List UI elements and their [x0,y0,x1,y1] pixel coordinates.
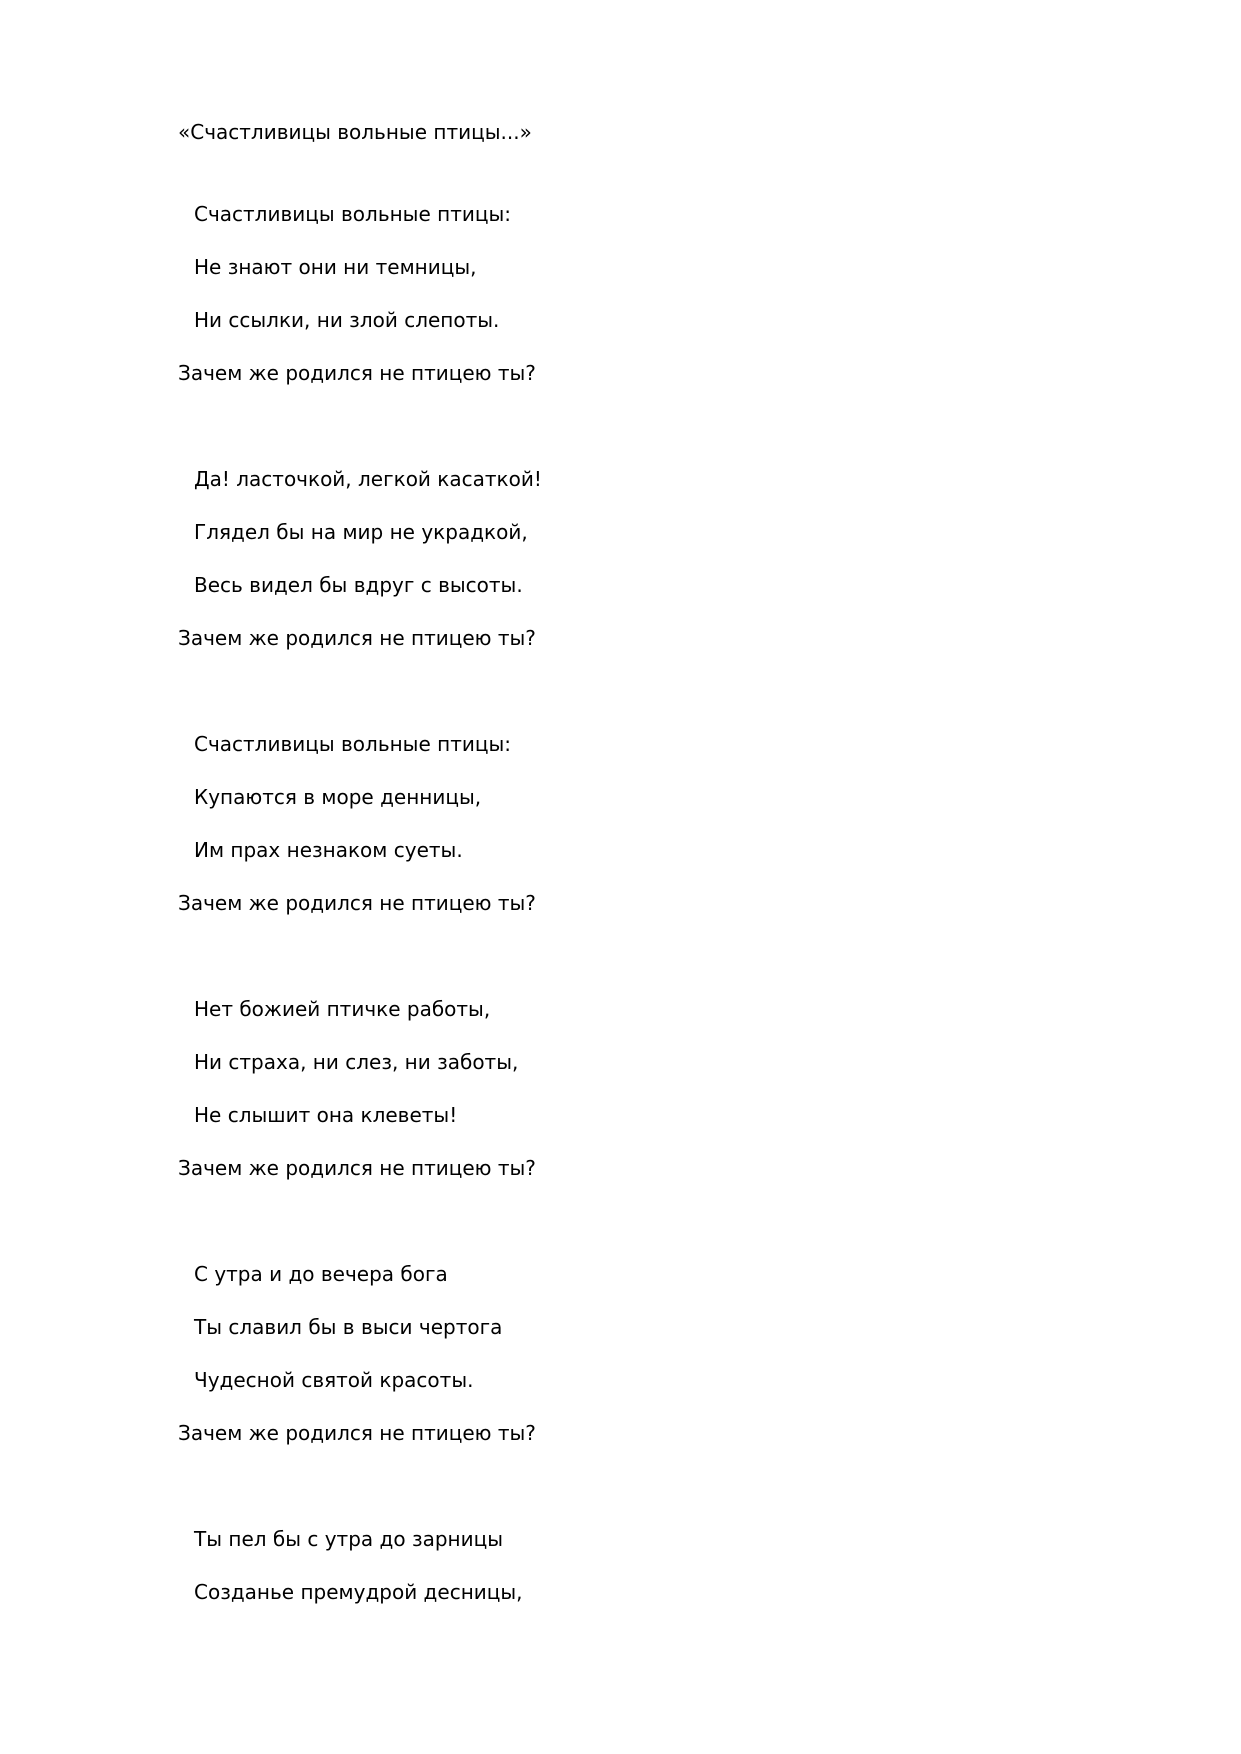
poem-line: С утра и до вечера бога [194,1262,448,1286]
poem-line: Ты славил бы в выси чертога [194,1315,503,1339]
poem-line: Купаются в море денницы, [194,785,482,809]
poem-refrain: Зачем же родился не птицею ты? [178,891,536,915]
poem-line: Чудесной святой красоты. [194,1368,474,1392]
poem-line: Весь видел бы вдруг с высоты. [194,573,523,597]
poem-refrain: Зачем же родился не птицею ты? [178,626,536,650]
poem-line: Глядел бы на мир не украдкой, [194,520,528,544]
poem-line: Да! ласточкой, легкой касаткой! [194,467,542,491]
poem-line: Ты пел бы с утра до зарницы [194,1527,504,1551]
poem-line: Не слышит она клеветы! [194,1103,458,1127]
poem-line: Ни страха, ни слез, ни заботы, [194,1050,519,1074]
poem-refrain: Зачем же родился не птицею ты? [178,1156,536,1180]
poem-line: Им прах незнаком суеты. [194,838,463,862]
poem-refrain: Зачем же родился не птицею ты? [178,1421,536,1445]
poem-line: Созданье премудрой десницы, [194,1580,523,1604]
poem-title: «Счастливицы вольные птицы...» [178,120,532,144]
poem-refrain: Зачем же родился не птицею ты? [178,361,536,385]
poem-line: Нет божией птичке работы, [194,997,491,1021]
poem-line: Ни ссылки, ни злой слепоты. [194,308,500,332]
poem-line: Счастливицы вольные птицы: [194,732,512,756]
poem-line: Счастливицы вольные птицы: [194,202,512,226]
poem-line: Не знают они ни темницы, [194,255,477,279]
